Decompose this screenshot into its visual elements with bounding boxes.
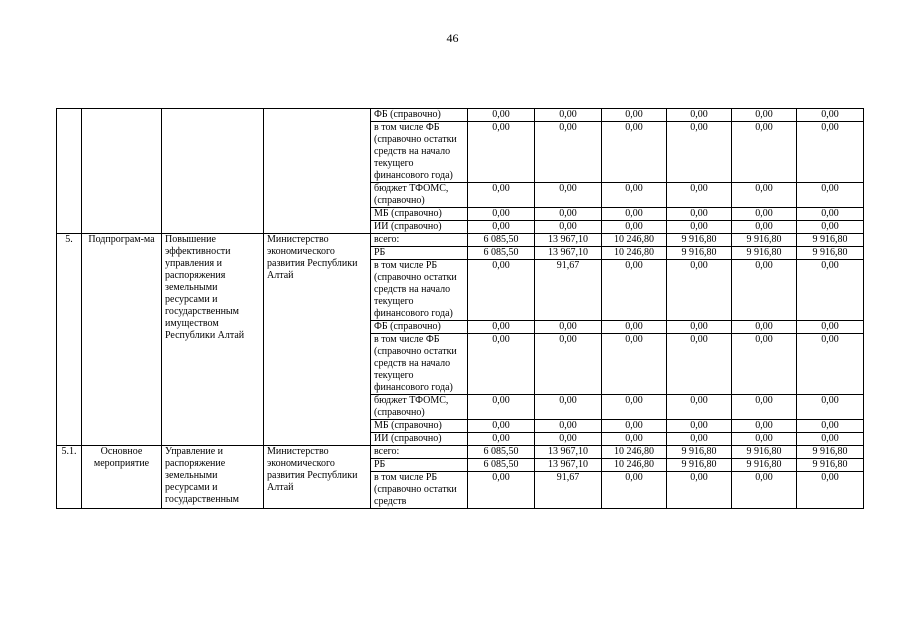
value-cell: 0,00: [797, 221, 864, 234]
item-executor: Министерство экономического развития Республики Алтай: [264, 234, 371, 446]
source-cell: всего:: [371, 446, 468, 459]
source-cell: ФБ (справочно): [371, 109, 468, 122]
value-cell: 0,00: [535, 420, 602, 433]
value-cell: 0,00: [667, 334, 732, 395]
value-cell: 0,00: [797, 334, 864, 395]
value-cell: 0,00: [535, 109, 602, 122]
value-cell: 0,00: [468, 420, 535, 433]
value-cell: 0,00: [468, 433, 535, 446]
value-cell: 6 085,50: [468, 234, 535, 247]
value-cell: 0,00: [468, 221, 535, 234]
value-cell: 0,00: [468, 472, 535, 509]
value-cell: 0,00: [732, 183, 797, 208]
item-number: 5.: [57, 234, 82, 446]
source-cell: РБ: [371, 247, 468, 260]
value-cell: 9 916,80: [797, 459, 864, 472]
value-cell: 13 967,10: [535, 446, 602, 459]
value-cell: 9 916,80: [732, 459, 797, 472]
value-cell: 9 916,80: [667, 234, 732, 247]
value-cell: 0,00: [667, 395, 732, 420]
value-cell: 13 967,10: [535, 247, 602, 260]
value-cell: 6 085,50: [468, 446, 535, 459]
source-cell: МБ (справочно): [371, 420, 468, 433]
item-type: Основное мероприятие: [82, 446, 162, 509]
value-cell: 0,00: [602, 183, 667, 208]
value-cell: 0,00: [535, 321, 602, 334]
value-cell: 0,00: [602, 420, 667, 433]
value-cell: 0,00: [602, 433, 667, 446]
value-cell: 9 916,80: [667, 459, 732, 472]
value-cell: 0,00: [797, 433, 864, 446]
value-cell: 0,00: [535, 433, 602, 446]
value-cell: 0,00: [797, 208, 864, 221]
value-cell: 0,00: [667, 208, 732, 221]
value-cell: 9 916,80: [667, 247, 732, 260]
value-cell: 0,00: [667, 321, 732, 334]
value-cell: 0,00: [535, 122, 602, 183]
source-cell: ИИ (справочно): [371, 221, 468, 234]
value-cell: 0,00: [667, 122, 732, 183]
value-cell: 0,00: [732, 321, 797, 334]
value-cell: 0,00: [602, 109, 667, 122]
value-cell: 0,00: [602, 395, 667, 420]
value-cell: 9 916,80: [732, 247, 797, 260]
value-cell: 0,00: [732, 260, 797, 321]
value-cell: 0,00: [468, 122, 535, 183]
value-cell: 9 916,80: [797, 247, 864, 260]
item-number: 5.1.: [57, 446, 82, 509]
value-cell: 0,00: [732, 122, 797, 183]
source-cell: бюджет ТФОМС, (справочно): [371, 183, 468, 208]
value-cell: 0,00: [468, 183, 535, 208]
source-cell: бюджет ТФОМС, (справочно): [371, 395, 468, 420]
budget-table: [56, 108, 864, 509]
name-cell: [162, 109, 264, 234]
source-cell: всего:: [371, 234, 468, 247]
value-cell: 9 916,80: [797, 446, 864, 459]
value-cell: 0,00: [797, 183, 864, 208]
value-cell: 0,00: [732, 334, 797, 395]
value-cell: 0,00: [535, 395, 602, 420]
value-cell: 0,00: [732, 208, 797, 221]
executor-cell: [264, 109, 371, 234]
value-cell: 10 246,80: [602, 459, 667, 472]
source-cell: в том числе ФБ (справочно остатки средств на начало текущего финансового года): [371, 334, 468, 395]
value-cell: 0,00: [602, 321, 667, 334]
page-number: 46: [446, 31, 459, 45]
value-cell: 0,00: [602, 208, 667, 221]
table-row: [57, 446, 864, 459]
value-cell: 0,00: [797, 420, 864, 433]
value-cell: 0,00: [535, 208, 602, 221]
value-cell: 0,00: [667, 433, 732, 446]
value-cell: 6 085,50: [468, 247, 535, 260]
value-cell: 0,00: [797, 260, 864, 321]
value-cell: 0,00: [667, 420, 732, 433]
value-cell: 10 246,80: [602, 234, 667, 247]
item-name: Повышение эффективности управления и распоряжения земельными ресурсами и государственным имуществом Республики Алтай: [162, 234, 264, 446]
item-name: Управление и распоряжение земельными ресурсами и государственным: [162, 446, 264, 509]
value-cell: 0,00: [602, 334, 667, 395]
value-cell: 0,00: [602, 472, 667, 509]
source-cell: ИИ (справочно): [371, 433, 468, 446]
value-cell: 0,00: [468, 208, 535, 221]
value-cell: 0,00: [468, 109, 535, 122]
value-cell: 0,00: [667, 472, 732, 509]
source-cell: в том числе РБ (справочно остатки средств на начало текущего финансового года): [371, 260, 468, 321]
value-cell: 0,00: [667, 183, 732, 208]
value-cell: 0,00: [797, 395, 864, 420]
value-cell: 91,67: [535, 472, 602, 509]
type-cell: [82, 109, 162, 234]
value-cell: 0,00: [797, 321, 864, 334]
item-executor: Министерство экономического развития Республики Алтай: [264, 446, 371, 509]
value-cell: 91,67: [535, 260, 602, 321]
value-cell: 0,00: [667, 109, 732, 122]
value-cell: 0,00: [732, 433, 797, 446]
value-cell: 0,00: [732, 109, 797, 122]
value-cell: 0,00: [535, 183, 602, 208]
value-cell: 0,00: [732, 420, 797, 433]
value-cell: 0,00: [602, 122, 667, 183]
budget-table-body: [57, 109, 864, 509]
value-cell: 0,00: [535, 334, 602, 395]
value-cell: 10 246,80: [602, 446, 667, 459]
value-cell: 0,00: [732, 221, 797, 234]
value-cell: 0,00: [667, 221, 732, 234]
source-cell: в том числе РБ (справочно остатки средств: [371, 472, 468, 509]
value-cell: 9 916,80: [732, 234, 797, 247]
value-cell: 0,00: [732, 395, 797, 420]
source-cell: РБ: [371, 459, 468, 472]
source-cell: ФБ (справочно): [371, 321, 468, 334]
value-cell: 13 967,10: [535, 459, 602, 472]
value-cell: 9 916,80: [667, 446, 732, 459]
value-cell: 0,00: [797, 122, 864, 183]
table-row: [57, 234, 864, 247]
table-row: [57, 109, 864, 122]
value-cell: 0,00: [667, 260, 732, 321]
value-cell: 0,00: [468, 321, 535, 334]
value-cell: 9 916,80: [732, 446, 797, 459]
value-cell: 13 967,10: [535, 234, 602, 247]
item-type: Подпрограм-ма: [82, 234, 162, 446]
value-cell: 0,00: [468, 260, 535, 321]
value-cell: 0,00: [797, 472, 864, 509]
value-cell: 0,00: [732, 472, 797, 509]
value-cell: 0,00: [535, 221, 602, 234]
value-cell: 0,00: [468, 395, 535, 420]
source-cell: МБ (справочно): [371, 208, 468, 221]
number-cell: [57, 109, 82, 234]
value-cell: 10 246,80: [602, 247, 667, 260]
value-cell: 0,00: [602, 221, 667, 234]
value-cell: 0,00: [797, 109, 864, 122]
value-cell: 9 916,80: [797, 234, 864, 247]
value-cell: 0,00: [468, 334, 535, 395]
value-cell: 0,00: [602, 260, 667, 321]
value-cell: 6 085,50: [468, 459, 535, 472]
source-cell: в том числе ФБ (справочно остатки средств на начало текущего финансового года): [371, 122, 468, 183]
